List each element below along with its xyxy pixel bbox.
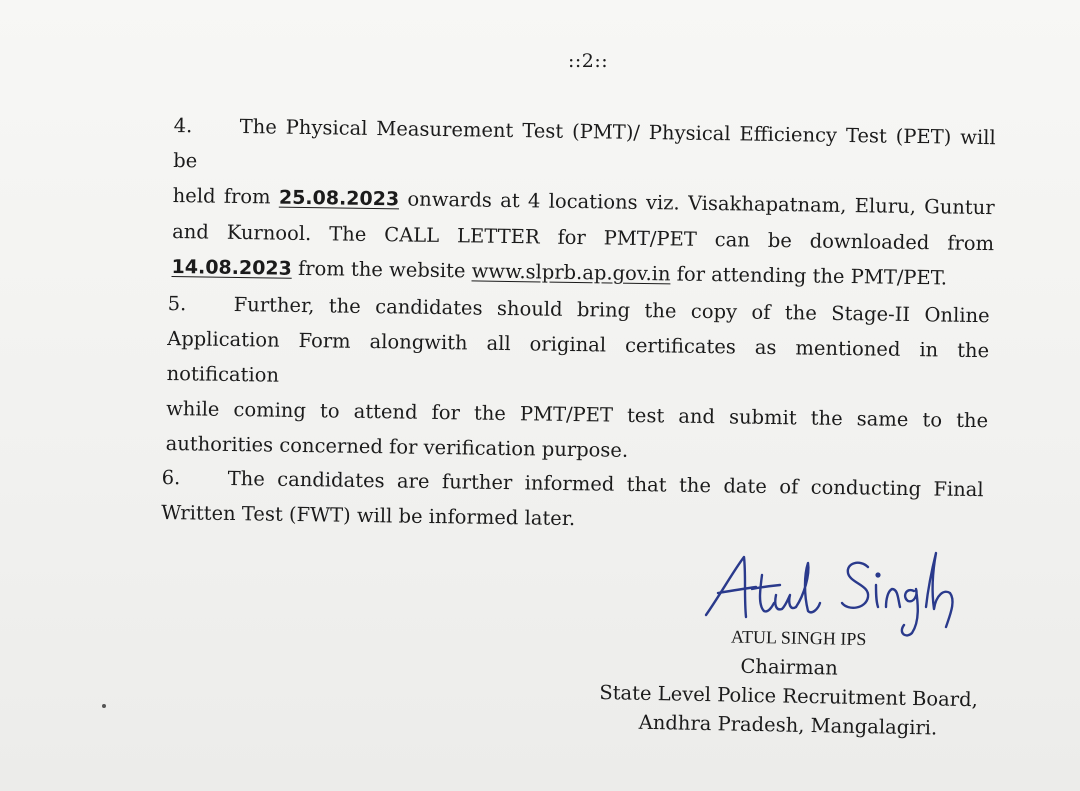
signatory-designation: Chairman (740, 654, 839, 680)
paragraph-number: 4. (173, 113, 193, 138)
paragraph-4 (171, 108, 996, 297)
paragraph-6 (161, 460, 984, 542)
paragraph-text: onwards at 4 locations viz. Visakhapatnam, Eluru, Guntur (407, 187, 995, 220)
organization-name: State Level Police Recruitment Board, (599, 681, 979, 712)
paragraph-text: Application Form alongwith all original certificates as mentioned in the notification (166, 326, 990, 387)
signature-block (598, 620, 980, 743)
call-letter-date: 14.08.2023 (171, 255, 292, 280)
paragraph-text: held from (172, 183, 271, 209)
paragraph-text: authorities concerned for verification purpose. (165, 431, 629, 462)
paragraph-text: for attending the PMT/PET. (676, 262, 948, 290)
paragraph-text: from the website (297, 256, 466, 283)
page-number: ::2:: (568, 50, 609, 72)
paragraph-text: Written Test (FWT) will be informed later. (161, 500, 576, 531)
signatory-name: ATUL SINGH IPS (730, 626, 867, 650)
paragraph-number: 6. (161, 465, 181, 490)
paragraph-text: and Kurnool. The CALL LETTER for PMT/PET can be downloaded from (171, 219, 995, 256)
website-link[interactable]: www.slprb.ap.gov.in (471, 259, 671, 286)
paper-speck (102, 704, 106, 708)
paragraph-text: Further, the candidates should bring the copy of the Stage-II Online (233, 292, 990, 328)
paragraph-text: The candidates are further informed that the date of conducting Final (227, 466, 984, 502)
paragraph-text: while coming to attend for the PMT/PET test and submit the same to the (166, 396, 989, 433)
paragraph-text: The Physical Measurement Test (PMT)/ Physical Efficiency Test (PET) will be (173, 114, 996, 173)
pmt-start-date: 25.08.2023 (278, 186, 400, 211)
paragraph-5 (165, 286, 990, 473)
paragraph-number: 5. (167, 291, 187, 316)
organization-location: Andhra Pradesh, Mangalagiri. (638, 710, 938, 740)
